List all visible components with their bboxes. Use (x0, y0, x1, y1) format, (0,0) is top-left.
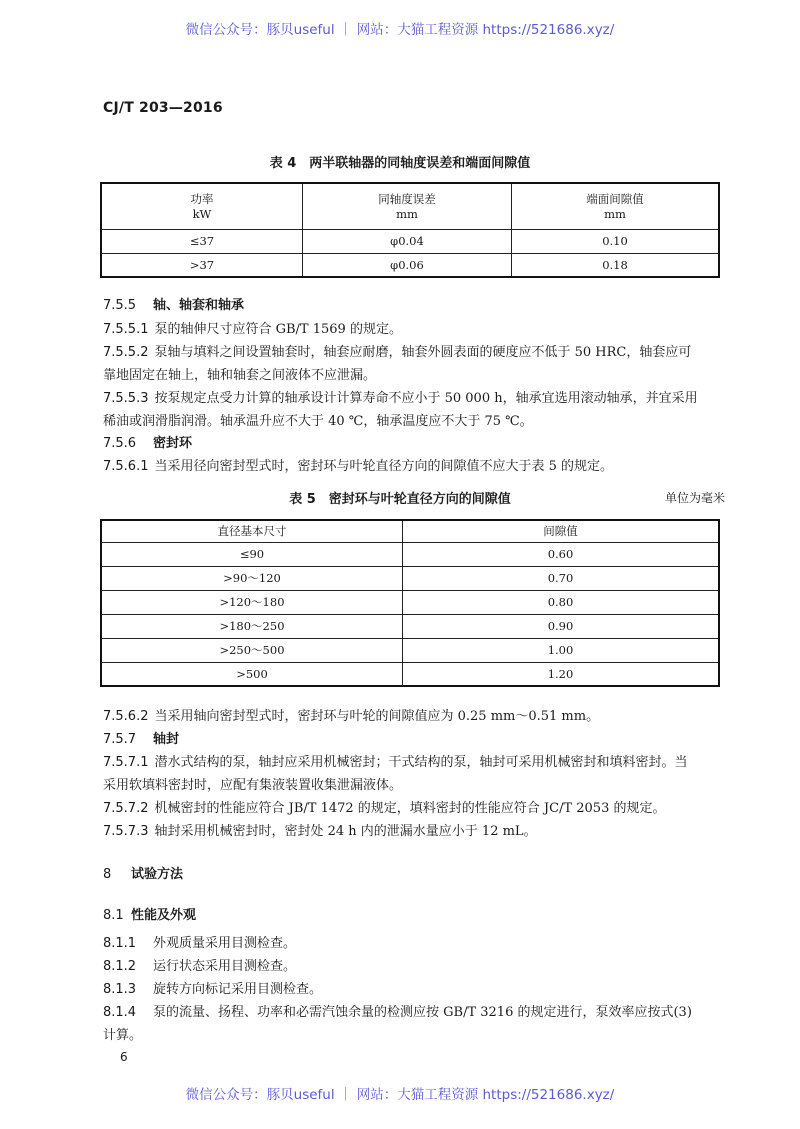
table-row (101, 542, 719, 566)
clause-7-5-5-2: 7.5.5.2 泵轴与填料之间设置轴套时，轴套应耐磨，轴套外圆表面的硬度应不低于 50 HRC，轴套应可 靠地固定在轴上，轴和轴套之间液体不应泄漏。 (103, 345, 692, 383)
clause-7-5-7-1: 7.5.7.1 潜水式结构的泵，轴封应采用机械密封；干式结构的泵，轴封可采用机械密封和填料密封。当 采用软填料密封时，应配有集液装置收集泄漏液体。 (103, 755, 688, 793)
table-cell: ≤90 (101, 542, 403, 566)
table-row (101, 590, 719, 614)
watermark-bottom: 微信公众号：豚贝useful ｜ 网站：大猫工程资源 https://521686.xyz/ (185, 1087, 615, 1103)
table-row (101, 638, 719, 662)
clause-8-1-2: 8.1.2 运行状态采用目测检查。 (103, 959, 297, 974)
table-cell: >37 (101, 253, 303, 277)
table-cell: >250～500 (101, 638, 403, 662)
clause-8-1-4: 8.1.4 泵的流量、扬程、功率和必需汽蚀余量的检测应按 GB/T 3216 的规定进行，泵效率应按式(3) 计算。 (103, 1005, 692, 1043)
table-cell: 0.60 (403, 542, 720, 566)
table-cell: >90～120 (101, 566, 403, 590)
section-7-5-7: 7.5.7 轴封 (103, 732, 180, 747)
table5 (100, 519, 720, 687)
clause-7-5-6-1: 7.5.6.1 当采用径向密封型式时，密封环与叶轮直径方向的间隙值不应大于表 5 的规定。 (103, 459, 614, 474)
clause-7-5-6-2: 7.5.6.2 当采用轴向密封型式时，密封环与叶轮的间隙值应为 0.25 mm～0.51 mm。 (103, 709, 600, 724)
clause-8-1-3: 8.1.3 旋转方向标记采用目测检查。 (103, 982, 323, 997)
table4-header-cell: 同轴度误差 mm (303, 183, 512, 229)
table-row (101, 253, 719, 277)
table-cell: 1.20 (403, 662, 720, 686)
watermark-top: 微信公众号：豚贝useful ｜ 网站：大猫工程资源 https://521686.xyz/ (185, 22, 615, 38)
table-cell: 0.90 (403, 614, 720, 638)
clause-7-5-7-3: 7.5.7.3 轴封采用机械密封时，密封处 24 h 内的泄漏水量应小于 12 mL。 (103, 824, 537, 839)
table5-header-row (101, 520, 719, 542)
table-cell: φ0.04 (303, 229, 512, 253)
table-cell: >120～180 (101, 590, 403, 614)
table-cell: 0.70 (403, 566, 720, 590)
table-cell: >180～250 (101, 614, 403, 638)
table5-caption: 表 5 密封环与叶轮直径方向的间隙值 (289, 492, 511, 507)
table4-caption: 表 4 两半联轴器的同轴度误差和端面间隙值 (269, 156, 531, 171)
table-row (101, 229, 719, 253)
table4-header-row (101, 183, 719, 229)
clause-7-5-5-3: 7.5.5.3 按泵规定点受力计算的轴承设计计算寿命不应小于 50 000 h，轴承宜选用滚动轴承，并宜采用 稀油或润滑脂润滑。轴承温升应不大于 40 ℃，轴承温度应不大于 75 ℃。 (103, 391, 698, 429)
table5-unit-note: 单位为毫米 (664, 491, 725, 505)
document-code: CJ/T 203—2016 (103, 100, 223, 116)
page-number: 6 (120, 1050, 128, 1064)
table-cell: 0.80 (403, 590, 720, 614)
table5-header-cell: 间隙值 (403, 520, 720, 542)
table4 (100, 182, 720, 278)
table4-header-cell: 端面间隙值 mm (512, 183, 720, 229)
clause-8-1-1: 8.1.1 外观质量采用目测检查。 (103, 936, 297, 951)
table-cell: 1.00 (403, 638, 720, 662)
table-cell: >500 (101, 662, 403, 686)
table-row (101, 614, 719, 638)
table5-header-cell: 直径基本尺寸 (101, 520, 403, 542)
table-cell: 0.10 (512, 229, 720, 253)
clause-7-5-5-1: 7.5.5.1 泵的轴伸尺寸应符合 GB/T 1569 的规定。 (103, 322, 402, 337)
clause-7-5-7-2: 7.5.7.2 机械密封的性能应符合 JB/T 1472 的规定，填料密封的性能应符合 JC/T 2053 的规定。 (103, 801, 666, 816)
section-8-1: 8.1 性能及外观 (103, 908, 197, 923)
table-row (101, 566, 719, 590)
table-cell: 0.18 (512, 253, 720, 277)
section-7-5-6: 7.5.6 密封环 (103, 436, 193, 451)
section-8: 8 试验方法 (103, 867, 184, 882)
table4-header-cell: 功率 kW (101, 183, 303, 229)
table-cell: ≤37 (101, 229, 303, 253)
table-cell: φ0.06 (303, 253, 512, 277)
table-row (101, 662, 719, 686)
section-7-5-5: 7.5.5 轴、轴套和轴承 (103, 298, 245, 313)
